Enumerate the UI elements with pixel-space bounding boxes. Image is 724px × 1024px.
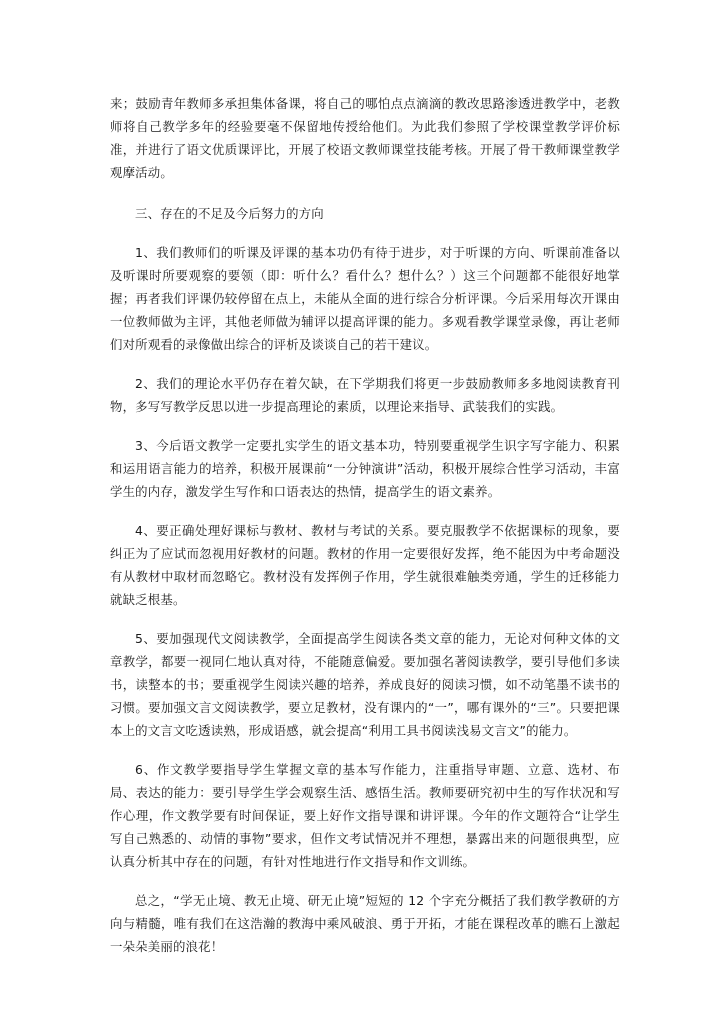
list-item-5: 5、要加强现代文阅读教学，全面提高学生阅读各类文章的能力，无论对何种文体的文章教学，都要一视同仁地认真对待，不能随意偏爱。要加强名著阅读教学，要引导他们多读书，读整本的书；要重视学生阅读兴趣的培养，养成良好的阅读习惯，如不动笔墨不读书的习惯。要加强文言文阅读教学，要立足教材，没有课内的“一”，哪有课外的“三”。只要把课本上的文言文吃透读熟，形成语感，就会提高“利用工具书阅读浅易文言文”的能力。 — [110, 631, 620, 738]
list-item-2: 2、我们的理论水平仍存在着欠缺，在下学期我们将更一步鼓励教师多多地阅读教育刊物，多写写教学反思以进一步提高理论的素质，以理论来指导、武装我们的实践。 — [110, 376, 620, 414]
list-item-3: 3、今后语文教学一定要扎实学生的语文基本功，特别要重视学生识字写字能力、积累和运用语言能力的培养，积极开展课前“一分钟演讲”活动，积极开展综合性学习活动，丰富学生的内存，激发学生写作和口语表达的热情，提高学生的语文素养。 — [110, 438, 620, 499]
list-item-4: 4、要正确处理好课标与教材、教材与考试的关系。要克服教学不依据课标的现象，要纠正为了应试而忽视用好教材的问题。教材的作用一定要很好发挥，绝不能因为中考命题没有从教材中取材而忽略它。教材没有发挥例子作用，学生就很难触类旁通，学生的迁移能力就缺乏根基。 — [110, 523, 620, 607]
document-page — [110, 92, 620, 958]
list-item-6: 6、作文教学要指导学生掌握文章的基本写作能力，注重指导审题、立意、选材、布局、表达的能力：要引导学生学会观察生活、感悟生活。教师要研究初中生的写作状况和写作心理，作文教学要有时间保证，要上好作文指导课和讲评课。今年的作文题符合“让学生写自己熟悉的、动情的事物”要求，但作文考试情况并不理想，暴露出来的问题很典型，应认真分析其中存在的问题，有针对性地进行作文指导和作文训练。 — [110, 762, 620, 869]
conclusion-paragraph: 总之，“学无止境、教无止境、研无止境”短短的 12 个字充分概括了我们教学教研的方向与精髓，唯有我们在这浩瀚的教海中乘风破浪、勇于开拓，才能在课程改革的瞧石上激起一朵朵美丽的浪花！ — [110, 893, 620, 954]
list-item-1: 1、我们教师们的听课及评课的基本功仍有待于进步，对于听课的方向、听课前准备以及听课时所要观察的要领（即：听什么？看什么？想什么？）这三个问题都不能很好地掌握；再者我们评课仍较停留在点上，未能从全面的进行综合分析评课。今后采用每次开课由一位教师做为主评，其他老师做为辅评以提高评课的能力。多观看教学课堂录像，再让老师们对所观看的录像做出综合的评析及谈谈自己的若干建议。 — [110, 245, 620, 352]
section-heading: 三、存在的不足及今后努力的方向 — [135, 206, 324, 221]
intro-paragraph: 来；鼓励青年教师多承担集体备课，将自己的哪怕点点滴滴的教改思路渗透进教学中，老教师将自己教学多年的经验要毫不保留地传授给他们。为此我们参照了学校课堂教学评价标准，并进行了语文优质课评比，开展了校语文教师课堂技能考核。开展了骨干教师课堂教学观摩活动。 — [110, 96, 620, 180]
